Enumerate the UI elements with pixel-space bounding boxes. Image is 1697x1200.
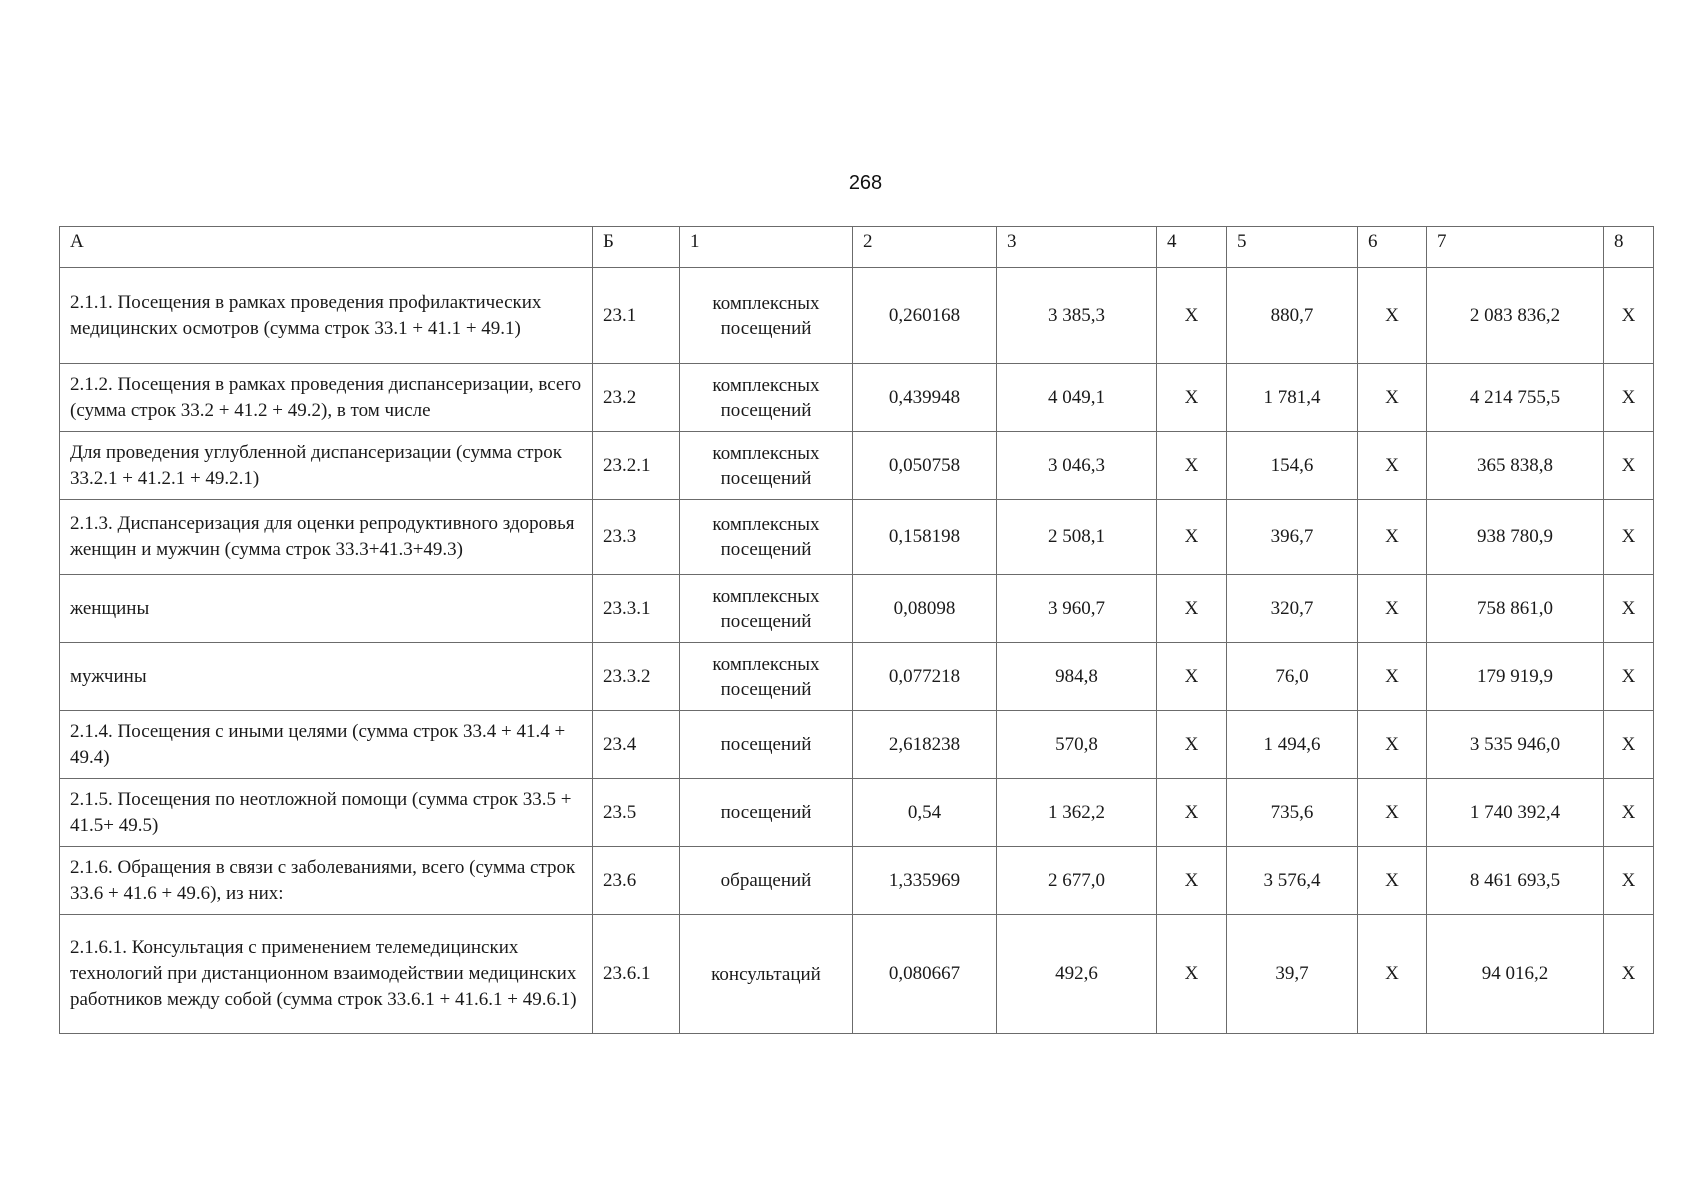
cell-col-2: 0,158198 <box>853 500 997 575</box>
cell-col-4: Х <box>1157 643 1227 711</box>
cell-col-7: 179 919,9 <box>1427 643 1604 711</box>
row-description: мужчины <box>60 643 593 711</box>
cell-col-4: Х <box>1157 500 1227 575</box>
cell-col-8: Х <box>1604 847 1654 915</box>
cell-col-5: 1 494,6 <box>1227 711 1358 779</box>
row-unit: комплексных посещений <box>680 500 853 575</box>
cell-col-2: 0,050758 <box>853 432 997 500</box>
cell-col-4: Х <box>1157 711 1227 779</box>
cell-col-4: Х <box>1157 364 1227 432</box>
cell-col-2: 0,080667 <box>853 915 997 1034</box>
row-unit: консультаций <box>680 915 853 1034</box>
cell-col-6: Х <box>1358 847 1427 915</box>
column-header-a: А <box>60 227 593 268</box>
table-row <box>60 711 1654 779</box>
table-row <box>60 268 1654 364</box>
row-description: женщины <box>60 575 593 643</box>
row-unit: посещений <box>680 779 853 847</box>
cell-col-5: 735,6 <box>1227 779 1358 847</box>
cell-col-6: Х <box>1358 575 1427 643</box>
table-row <box>60 643 1654 711</box>
data-table <box>59 226 1654 1034</box>
cell-col-8: Х <box>1604 643 1654 711</box>
cell-col-4: Х <box>1157 779 1227 847</box>
cell-col-3: 3 046,3 <box>997 432 1157 500</box>
cell-col-6: Х <box>1358 432 1427 500</box>
cell-col-6: Х <box>1358 643 1427 711</box>
cell-col-3: 3 960,7 <box>997 575 1157 643</box>
column-header-1: 1 <box>680 227 853 268</box>
cell-col-8: Х <box>1604 575 1654 643</box>
table-row <box>60 779 1654 847</box>
cell-col-3: 984,8 <box>997 643 1157 711</box>
cell-col-8: Х <box>1604 711 1654 779</box>
row-code: 23.5 <box>593 779 680 847</box>
row-code: 23.3 <box>593 500 680 575</box>
table-row <box>60 432 1654 500</box>
table-row <box>60 915 1654 1034</box>
cell-col-5: 3 576,4 <box>1227 847 1358 915</box>
row-description: 2.1.5. Посещения по неотложной помощи (сумма строк 33.5 + 41.5+ 49.5) <box>60 779 593 847</box>
cell-col-6: Х <box>1358 915 1427 1034</box>
cell-col-6: Х <box>1358 711 1427 779</box>
cell-col-3: 4 049,1 <box>997 364 1157 432</box>
column-header-b: Б <box>593 227 680 268</box>
cell-col-7: 3 535 946,0 <box>1427 711 1604 779</box>
cell-col-8: Х <box>1604 432 1654 500</box>
row-unit: комплексных посещений <box>680 575 853 643</box>
cell-col-7: 938 780,9 <box>1427 500 1604 575</box>
cell-col-3: 570,8 <box>997 711 1157 779</box>
table-header-row <box>60 227 1654 268</box>
cell-col-7: 4 214 755,5 <box>1427 364 1604 432</box>
cell-col-8: Х <box>1604 915 1654 1034</box>
row-code: 23.6 <box>593 847 680 915</box>
cell-col-5: 320,7 <box>1227 575 1358 643</box>
cell-col-6: Х <box>1358 268 1427 364</box>
column-header-7: 7 <box>1427 227 1604 268</box>
row-unit: обращений <box>680 847 853 915</box>
column-header-2: 2 <box>853 227 997 268</box>
cell-col-4: Х <box>1157 915 1227 1034</box>
cell-col-7: 2 083 836,2 <box>1427 268 1604 364</box>
cell-col-7: 365 838,8 <box>1427 432 1604 500</box>
cell-col-3: 2 508,1 <box>997 500 1157 575</box>
cell-col-4: Х <box>1157 432 1227 500</box>
cell-col-5: 76,0 <box>1227 643 1358 711</box>
cell-col-3: 1 362,2 <box>997 779 1157 847</box>
cell-col-5: 154,6 <box>1227 432 1358 500</box>
row-description: 2.1.3. Диспансеризация для оценки репродуктивного здоровья женщин и мужчин (сумма строк 33.3+41.3+49.3) <box>60 500 593 575</box>
cell-col-2: 2,618238 <box>853 711 997 779</box>
cell-col-7: 94 016,2 <box>1427 915 1604 1034</box>
row-code: 23.3.1 <box>593 575 680 643</box>
cell-col-3: 3 385,3 <box>997 268 1157 364</box>
cell-col-8: Х <box>1604 268 1654 364</box>
page-number: 268 <box>848 172 883 194</box>
cell-col-8: Х <box>1604 779 1654 847</box>
row-unit: посещений <box>680 711 853 779</box>
cell-col-5: 39,7 <box>1227 915 1358 1034</box>
table-row <box>60 500 1654 575</box>
row-description: 2.1.6. Обращения в связи с заболеваниями, всего (сумма строк 33.6 + 41.6 + 49.6), из них: <box>60 847 593 915</box>
table-row <box>60 364 1654 432</box>
table-row <box>60 847 1654 915</box>
column-header-8: 8 <box>1604 227 1654 268</box>
row-unit: комплексных посещений <box>680 364 853 432</box>
row-description: 2.1.2. Посещения в рамках проведения диспансеризации, всего (сумма строк 33.2 + 41.2 + 49.2), в том числе <box>60 364 593 432</box>
column-header-3: 3 <box>997 227 1157 268</box>
row-description: 2.1.1. Посещения в рамках проведения профилактических медицинских осмотров (сумма строк 33.1 + 41.1 + 49.1) <box>60 268 593 364</box>
row-code: 23.6.1 <box>593 915 680 1034</box>
column-header-5: 5 <box>1227 227 1358 268</box>
cell-col-7: 8 461 693,5 <box>1427 847 1604 915</box>
column-header-4: 4 <box>1157 227 1227 268</box>
row-unit: комплексных посещений <box>680 432 853 500</box>
cell-col-6: Х <box>1358 364 1427 432</box>
cell-col-3: 492,6 <box>997 915 1157 1034</box>
row-code: 23.2 <box>593 364 680 432</box>
row-description: 2.1.4. Посещения с иными целями (сумма строк 33.4 + 41.4 + 49.4) <box>60 711 593 779</box>
cell-col-5: 880,7 <box>1227 268 1358 364</box>
row-code: 23.3.2 <box>593 643 680 711</box>
cell-col-4: Х <box>1157 575 1227 643</box>
cell-col-2: 0,08098 <box>853 575 997 643</box>
column-header-6: 6 <box>1358 227 1427 268</box>
cell-col-4: Х <box>1157 268 1227 364</box>
cell-col-8: Х <box>1604 500 1654 575</box>
row-unit: комплексных посещений <box>680 268 853 364</box>
cell-col-6: Х <box>1358 779 1427 847</box>
row-description: 2.1.6.1. Консультация с применением телемедицинских технологий при дистанционном взаимодействии медицинских работников между собой (сумма строк 33.6.1 + 41.6.1 + 49.6.1) <box>60 915 593 1034</box>
cell-col-5: 396,7 <box>1227 500 1358 575</box>
row-unit: комплексных посещений <box>680 643 853 711</box>
cell-col-8: Х <box>1604 364 1654 432</box>
table-row <box>60 575 1654 643</box>
row-code: 23.4 <box>593 711 680 779</box>
cell-col-7: 758 861,0 <box>1427 575 1604 643</box>
cell-col-3: 2 677,0 <box>997 847 1157 915</box>
row-description: Для проведения углубленной диспансеризации (сумма строк 33.2.1 + 41.2.1 + 49.2.1) <box>60 432 593 500</box>
cell-col-2: 0,260168 <box>853 268 997 364</box>
cell-col-2: 1,335969 <box>853 847 997 915</box>
cell-col-5: 1 781,4 <box>1227 364 1358 432</box>
cell-col-2: 0,077218 <box>853 643 997 711</box>
cell-col-2: 0,54 <box>853 779 997 847</box>
row-code: 23.1 <box>593 268 680 364</box>
cell-col-7: 1 740 392,4 <box>1427 779 1604 847</box>
cell-col-2: 0,439948 <box>853 364 997 432</box>
cell-col-4: Х <box>1157 847 1227 915</box>
row-code: 23.2.1 <box>593 432 680 500</box>
cell-col-6: Х <box>1358 500 1427 575</box>
